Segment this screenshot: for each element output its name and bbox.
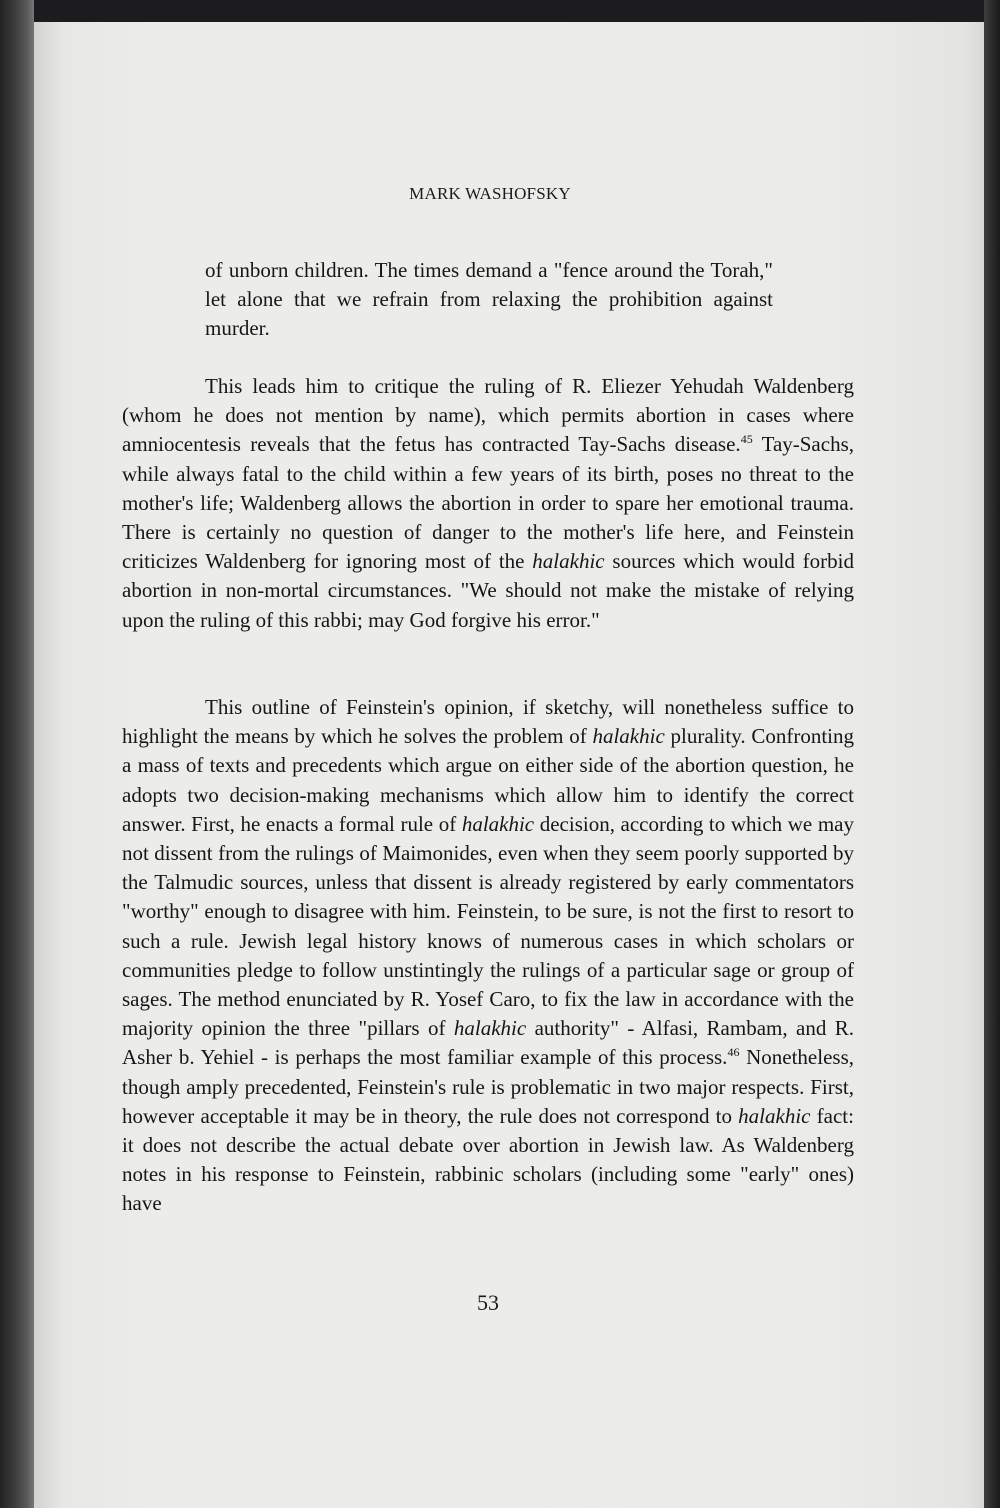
footnote-marker-45: 45 <box>740 432 753 447</box>
paragraph-3-text: Nonetheless, though amply precedented, Feinstein's rule is problematic in two major respects. First, however acceptable it may be in theory, the rule does not correspond to <box>122 1045 854 1128</box>
paragraph-3-text: decision, according to which we may not dissent from the rulings of Maimonides, even when they seem poorly supported by the Talmudic sources, unless that dissent is already registered by early commentators "worthy" enough to disagree with him. Feinstein, to be sure, is not the first to resort to such a rule. Jewish legal history knows of numerous cases in which scholars or communities pledge to follow unstintingly the rulings of a particular sage or group of sages. The method enunciated by R. Yosef Caro, to fix the law in accordance with the majority opinion the three "pillars of <box>122 811 855 1041</box>
italic-term: halakhic <box>532 549 605 574</box>
paragraph-2-text: Tay-Sachs, while always fatal to the child within a few years of its birth, poses no threat to the mother's life; Waldenberg allows the abortion in order to spare her emotional trauma. There is certainly no question of danger to the mother's life here, and Feinstein criticizes Waldenberg for ignoring most of the <box>122 432 854 574</box>
footnote-marker-46: 46 <box>727 1045 740 1060</box>
background-strip <box>984 0 1000 1508</box>
paragraph-2 <box>122 372 854 635</box>
paragraph-3-text: plurality. Confronting a mass of texts and precedents which argue on either side of the abortion question, he adopts two decision-making mechanisms which allow him to identify the correct answer. First, he enacts a formal rule of <box>122 724 854 836</box>
paragraph-2-text: This leads him to critique the ruling of R. Eliezer Yehudah Waldenberg (whom he does not mention by name), which permits abortion in cases where amniocentesis reveals that the fetus has contracted Tay-Sachs disease. <box>122 374 854 457</box>
italic-term: halakhic <box>738 1103 811 1128</box>
paragraph-3-text: This outline of Feinstein's opinion, if sketchy, will nonetheless suffice to highlight the means by which he solves the problem of <box>122 695 854 749</box>
italic-term: halakhic <box>453 1016 527 1041</box>
paragraph-3 <box>122 693 854 1219</box>
italic-term: halakhic <box>461 811 535 836</box>
paragraph-3-text: authority" - Alfasi, Rambam, and R. Asher b. Yehiel - is perhaps the most familiar example of this process. <box>122 1016 854 1070</box>
block-quote: of unborn children. The times demand a "fence around the Torah," let alone that we refrain from relaxing the prohibition against murder. <box>205 258 773 341</box>
page-number: 53 <box>477 1290 499 1315</box>
paragraph-3-text: fact: it does not describe the actual debate over abortion in Jewish law. As Waldenberg notes in his response to Feinstein, rabbinic scholars (including some "early" ones) have <box>122 1103 854 1216</box>
italic-term: halakhic <box>592 724 665 749</box>
paragraph-2-text: sources which would forbid abortion in non-mortal circumstances. "We should not make the mistake of relying upon the ruling of this rabbi; may God forgive his error." <box>122 549 854 632</box>
running-head: MARK WASHOFSKY <box>409 184 571 203</box>
book-gutter-edge <box>0 0 34 1508</box>
